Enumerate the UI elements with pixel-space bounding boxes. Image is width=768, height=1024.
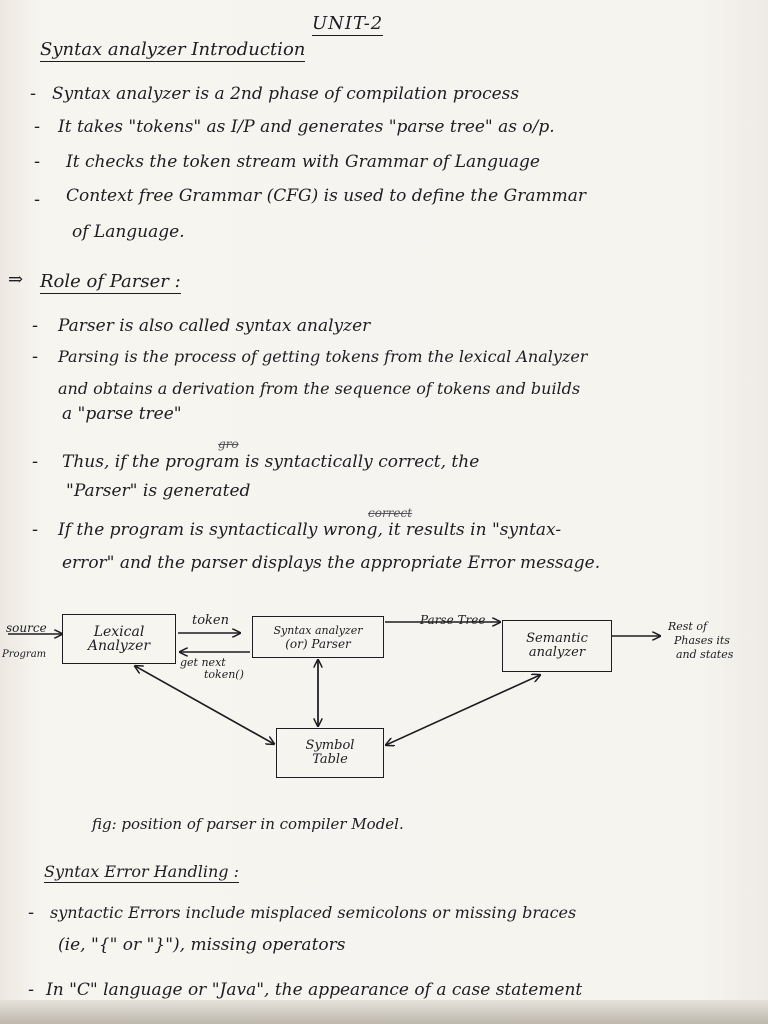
semantic-analyzer-box xyxy=(502,620,612,672)
lexical-box-line-2: Analyzer xyxy=(87,638,151,654)
lexical-box-line-1: Lexical xyxy=(93,624,145,640)
bullet-dash: - xyxy=(32,315,39,336)
syntax-analyzer-box xyxy=(252,616,384,658)
symbol-semantic-arrow xyxy=(386,675,540,745)
intro-point-1: Syntax analyzer is a 2nd phase of compilation process xyxy=(52,84,520,104)
error-heading: Syntax Error Handling : xyxy=(44,862,240,881)
bullet-dash: - xyxy=(28,979,35,1000)
bullet-dash: - xyxy=(28,902,35,923)
semantic-box-line-1: Semantic xyxy=(526,631,588,646)
input-label-program: Program xyxy=(2,649,47,660)
role-arrow: ⇒ xyxy=(8,269,24,290)
intro-heading: Syntax analyzer Introduction xyxy=(40,39,306,60)
page-bottom-edge xyxy=(0,1000,768,1024)
role-point-3: Thus, if the program is syntactically correct, the xyxy=(62,452,480,472)
symbol-box-line-1: Symbol xyxy=(305,738,355,753)
symbol-table-box xyxy=(276,728,384,778)
role-point-2-cont-1: and obtains a derivation from the sequence of tokens and builds xyxy=(58,379,581,398)
rest-line-3: and states xyxy=(676,648,734,661)
rest-line-2: Phases its xyxy=(674,634,730,647)
bullet-dash: - xyxy=(30,83,37,104)
bullet-dash: - xyxy=(32,451,39,472)
error-point-1-cont: (ie, "{" or "}"), missing operators xyxy=(58,935,346,955)
intro-continuation: of Language. xyxy=(72,222,185,242)
figure-caption: fig: position of parser in compiler Model. xyxy=(92,815,404,833)
token-label: token xyxy=(192,613,229,628)
bullet-dash: - xyxy=(32,346,39,367)
role-point-1: Parser is also called syntax analyzer xyxy=(58,316,371,336)
syntax-box-line-1: Syntax analyzer xyxy=(273,623,363,637)
intro-point-3: It checks the token stream with Grammar of Language xyxy=(66,152,540,172)
get-next-token-label xyxy=(180,657,244,681)
syntax-box-line-2: (or) Parser xyxy=(285,636,351,651)
role-point-4-cont: error" and the parser displays the appropriate Error message. xyxy=(62,553,601,573)
intro-point-4: Context free Grammar (CFG) is used to define the Grammar xyxy=(66,186,586,206)
bullet-dash: - xyxy=(34,116,41,137)
semantic-box-line-2: analyzer xyxy=(528,645,586,660)
error-point-2: In "C" language or "Java", the appearance of a case statement xyxy=(46,980,583,1000)
get-next-line-1: get next xyxy=(180,656,226,669)
error-point-1: syntactic Errors include misplaced semicolons or missing braces xyxy=(50,903,577,922)
bullet-dash: - xyxy=(34,151,41,172)
struck-word-correct: correct xyxy=(368,506,413,520)
symbol-box-line-2: Table xyxy=(312,752,348,767)
role-heading: Role of Parser : xyxy=(40,271,181,292)
role-point-4: If the program is syntactically wrong, it results in "syntax- xyxy=(58,520,562,540)
bullet-dash: - xyxy=(32,519,39,540)
rest-of-phases-label xyxy=(666,620,733,662)
role-point-2: Parsing is the process of getting tokens from the lexical Analyzer xyxy=(58,347,588,366)
bullet-dash: - xyxy=(34,189,41,210)
role-point-3-cont: "Parser" is generated xyxy=(66,481,251,501)
role-point-2-cont-2: a "parse tree" xyxy=(62,404,182,424)
input-label-source: source xyxy=(6,621,47,635)
lexical-analyzer-box xyxy=(62,614,176,664)
intro-point-2: It takes "tokens" as I/P and generates "parse tree" as o/p. xyxy=(58,117,555,137)
unit-title: UNIT-2 xyxy=(312,13,384,34)
get-next-line-2: token() xyxy=(204,668,244,681)
parse-tree-label: Parse Tree xyxy=(420,613,486,627)
rest-line-1: Rest of xyxy=(668,620,708,633)
struck-word-gro: gro xyxy=(218,437,239,451)
